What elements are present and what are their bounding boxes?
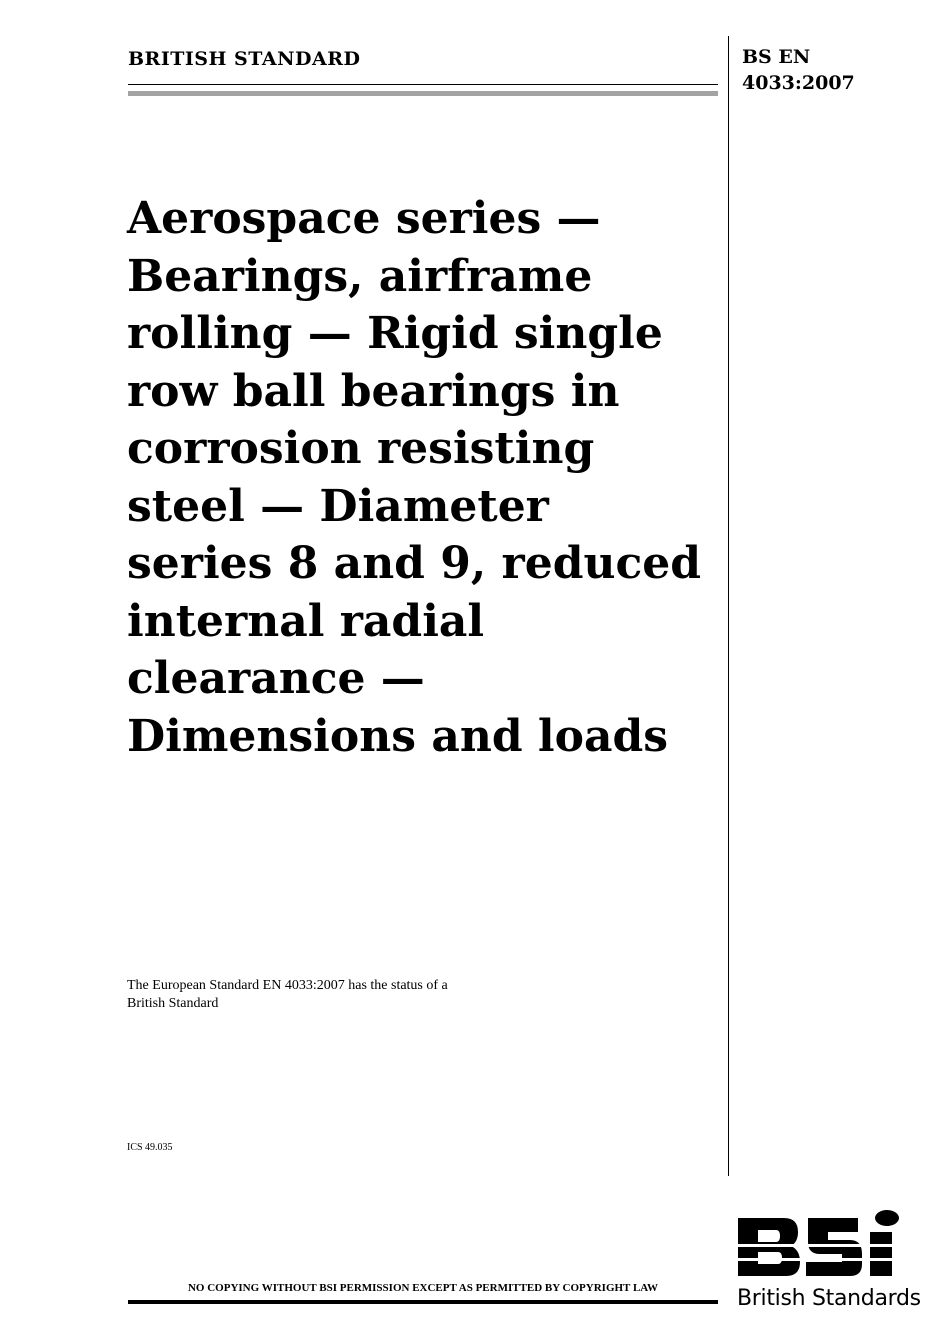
title-line: corrosion resisting: [127, 423, 595, 474]
ics-code: ICS 49.035: [127, 1142, 173, 1153]
standard-number: [742, 44, 855, 96]
header-rule-thin: [128, 84, 718, 85]
title-line: series 8 and 9, reduced: [127, 538, 701, 589]
title-line: Dimensions and loads: [127, 710, 669, 762]
title-line: steel — Diameter: [127, 480, 549, 532]
title-line: row ball bearings in: [127, 365, 620, 417]
standard-number-line2: 4033:2007: [742, 72, 855, 94]
vertical-divider: [728, 36, 729, 1176]
title-line: internal radial: [127, 595, 485, 647]
status-statement: [127, 977, 597, 1013]
copyright-notice: NO COPYING WITHOUT BSI PERMISSION EXCEPT AS PERMITTED BY COPYRIGHT LAW: [187, 1282, 659, 1294]
status-line2: British Standard: [127, 996, 219, 1011]
footer-rule: [128, 1300, 718, 1304]
standard-number-line1: BS EN: [742, 46, 811, 68]
header-label: BRITISH STANDARD: [128, 48, 361, 70]
document-title: [127, 190, 717, 765]
logo-text: British Standards: [737, 1286, 921, 1311]
title-line: rolling — Rigid single: [127, 308, 663, 359]
title-line: Aerospace series —: [127, 193, 601, 244]
bsi-logo-icon: [736, 1208, 906, 1292]
header-rule-thick: [128, 91, 718, 96]
status-line1: The European Standard EN 4033:2007 has the status of a: [127, 978, 448, 993]
title-line: Bearings, airframe: [127, 250, 593, 302]
title-line: clearance —: [127, 653, 425, 704]
